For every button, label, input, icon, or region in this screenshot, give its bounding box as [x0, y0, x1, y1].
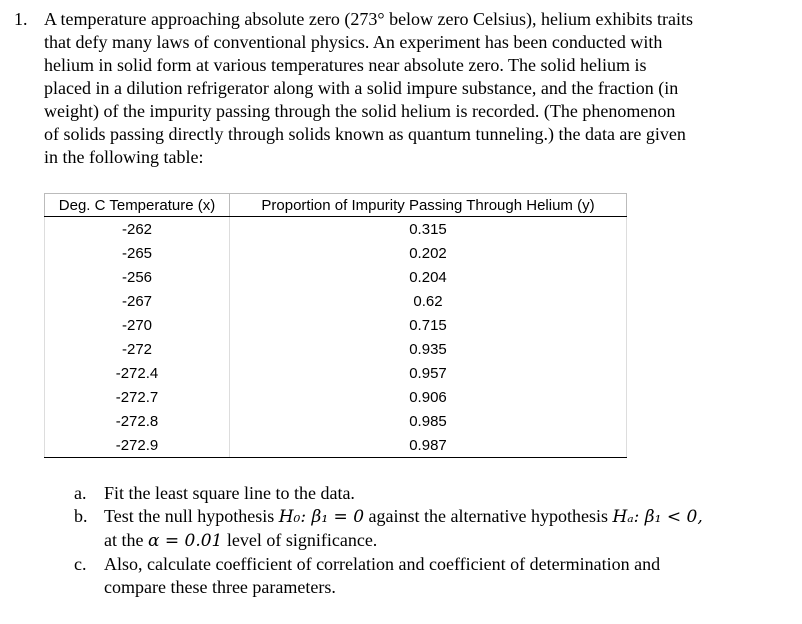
cell-temperature: -272.7: [45, 385, 230, 409]
question-text: Also, calculate coefficient of correlation and coefficient of determination and: [104, 554, 661, 574]
problem-line: that defy many laws of conventional physics. An experiment has been conducted with: [44, 32, 663, 52]
question-line: [104, 529, 790, 553]
data-table: [44, 193, 627, 458]
question-b: [70, 505, 790, 553]
significance-level: α = 0.01: [147, 531, 223, 551]
cell-proportion: 0.202: [230, 241, 627, 265]
table-row: [45, 265, 627, 289]
problem-statement: [44, 8, 782, 169]
table-row: [45, 337, 627, 361]
table-row: [45, 409, 627, 433]
problem-number: 1.: [14, 9, 28, 29]
question-label: a.: [74, 483, 87, 503]
problem-line: A temperature approaching absolute zero (273° below zero Celsius), helium exhibits traits: [44, 9, 694, 29]
cell-temperature: -272.8: [45, 409, 230, 433]
cell-temperature: -262: [45, 217, 230, 242]
question-list: [70, 482, 790, 599]
cell-proportion: 0.715: [230, 313, 627, 337]
null-hypothesis: H₀: β₁ = 0: [278, 507, 365, 527]
question-a: [70, 482, 790, 505]
question-line: [104, 505, 790, 529]
problem-line: in the following table:: [44, 147, 204, 167]
table-header-row: [45, 194, 627, 217]
table-row: [45, 289, 627, 313]
table-row: [45, 361, 627, 385]
question-text: Test the null hypothesis: [104, 506, 279, 526]
cell-proportion: 0.204: [230, 265, 627, 289]
question-text: against the alternative hypothesis: [364, 506, 613, 526]
cell-temperature: -272.9: [45, 433, 230, 458]
question-label: c.: [74, 554, 87, 574]
cell-temperature: -256: [45, 265, 230, 289]
question-c: [70, 553, 790, 599]
table-row: [45, 217, 627, 242]
cell-temperature: -270: [45, 313, 230, 337]
table-row: [45, 433, 627, 458]
cell-proportion: 0.315: [230, 217, 627, 242]
question-text: Fit the least square line to the data.: [104, 483, 355, 503]
table-row: [45, 313, 627, 337]
problem-line: placed in a dilution refrigerator along with a solid impure substance, and the fraction (in: [44, 78, 679, 98]
question-text: level of significance.: [222, 530, 378, 550]
table-row: [45, 241, 627, 265]
cell-proportion: 0.985: [230, 409, 627, 433]
question-text: at the: [104, 530, 148, 550]
cell-temperature: -272: [45, 337, 230, 361]
problem-line: of solids passing directly through solids known as quantum tunneling.) the data are given: [44, 124, 686, 144]
cell-proportion: 0.987: [230, 433, 627, 458]
alternative-hypothesis: Hₐ: β₁ < 0,: [612, 507, 703, 527]
header-temperature: Deg. C Temperature (x): [45, 194, 230, 217]
cell-proportion: 0.957: [230, 361, 627, 385]
cell-temperature: -265: [45, 241, 230, 265]
question-label: b.: [74, 506, 88, 526]
problem-line: weight) of the impurity passing through the solid helium is recorded. (The phenomenon: [44, 101, 676, 121]
problem-line: helium in solid form at various temperatures near absolute zero. The solid helium is: [44, 55, 647, 75]
cell-temperature: -272.4: [45, 361, 230, 385]
table-row: [45, 385, 627, 409]
header-proportion: Proportion of Impurity Passing Through Helium (y): [230, 194, 627, 217]
cell-temperature: -267: [45, 289, 230, 313]
cell-proportion: 0.935: [230, 337, 627, 361]
question-text: compare these three parameters.: [104, 577, 336, 597]
cell-proportion: 0.906: [230, 385, 627, 409]
cell-proportion: 0.62: [230, 289, 627, 313]
